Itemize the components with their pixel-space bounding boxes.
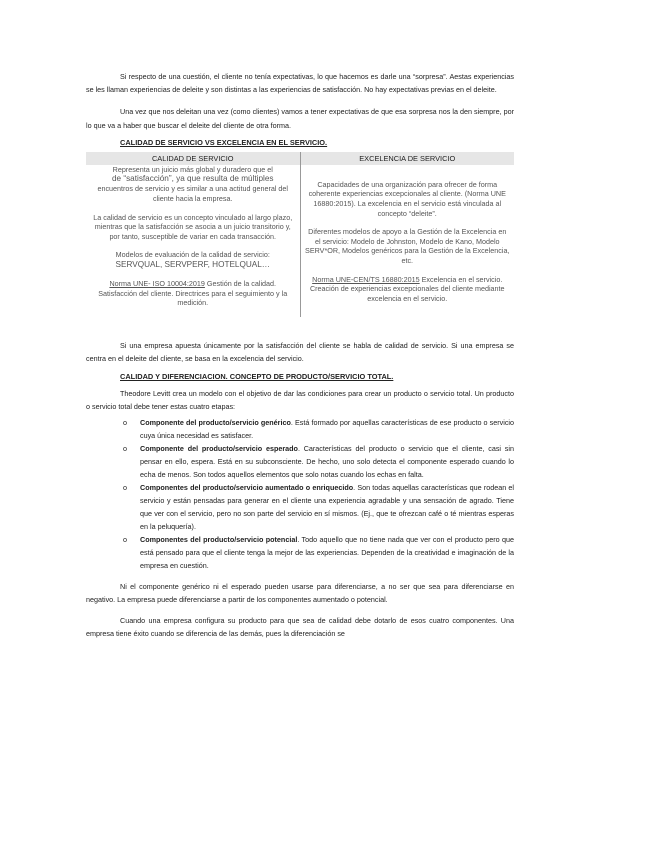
calidad-modelos-line1: Modelos de evaluación de la calidad de servicio: — [115, 250, 270, 260]
calidad-block-norma — [90, 279, 296, 308]
paragraph-expectativas: Una vez que nos deleitan una vez (como clientes) vamos a tener expectativas de que esa sorpresa nos la den siempre, por lo que va a haber que buscar el deleite del cliente de otra forma. — [86, 107, 514, 130]
component-list — [86, 416, 514, 572]
bullet-text: . Características del producto o servicio que el cliente, casi sin pensar en ello, espera. Está en su subconsciente. De hecho, uno solo detecta el componente esperado cuando lo echa de menos. Son todos aquellos elementos que solo notas cuando los echas en falta. — [140, 443, 514, 479]
excelencia-block-capacidades: Capacidades de una organización para ofrecer de forma coherente experiencias excepcionales al cliente. (Norma UNE 16880:2015). La excelencia en el servicio está vinculada al concepto “deleite”. — [308, 179, 506, 218]
excelencia-norma-text: Excelencia en el servicio. Creación de experiencias excepcionales del cliente mediante excelencia en el servicio. — [309, 274, 505, 303]
bullet-text: . Está formado por aquellas características de ese producto o servicio cuya única necesidad es satisfacer. — [140, 417, 515, 440]
bullet-mark: o — [123, 534, 127, 544]
paragraph-sorpresa: Si respecto de una cuestión, el cliente no tenía expectativas, lo que hacemos es darle una “sorpresa”. Aestas experiencias se les llaman experiencias de deleite y son distintas a las experiencias de satisfacción. No hay expectativas previas en el deleite. — [86, 72, 514, 95]
table-header-excelencia: EXCELENCIA DE SERVICIO — [300, 152, 514, 165]
comparison-table — [86, 152, 514, 317]
excelencia-block-modelos: Diferentes modelos de apoyo a la Gestión de la Excelencia en el servicio: Modelo de Johnston, Modelo de Kano, Modelo SERV*OR, Modelos genéricos para la Gestión de la Excelencia, etc. — [305, 227, 510, 265]
paragraph-levitt: Theodore Levitt crea un modelo con el objetivo de dar las condiciones para crear un producto o servicio total. Un producto o servicio total debe tener estas cuatro etapas: — [86, 389, 514, 412]
calidad-juicio-line2: de “satisfacción”, ya que resulta de múltiples — [111, 174, 274, 184]
bullet-mark: o — [123, 417, 127, 427]
document-body — [86, 70, 514, 640]
calidad-juicio-line1: Representa un juicio más global y duradero que el — [112, 164, 273, 174]
norma-iso-link[interactable]: Norma UNE- ISO 10004:2019 — [109, 278, 205, 288]
bullet-title: Componente del producto/servicio esperado — [140, 443, 298, 453]
calidad-norma-text: Gestión de la calidad. Satisfacción del cliente. Directrices para el seguimiento y la medición. — [98, 278, 288, 308]
table-header-calidad: CALIDAD DE SERVICIO — [86, 152, 300, 165]
calidad-juicio-rest: encuentros de servicio y es similar a una actitud general del cliente hacia la empresa. — [97, 184, 289, 203]
calidad-modelos-line2: SERVQUAL, SERVPERF, HOTELQUAL… — [115, 259, 270, 269]
bullet-title: Componente del producto/servicio genérico — [140, 417, 291, 427]
list-item — [123, 442, 514, 481]
paragraph-generico-esperado: Ni el componente genérico ni el esperado pueden usarse para diferenciarse, a no ser que sea para diferenciarse en negativo. La empresa puede diferenciarse a partir de los componentes aumentado o potencial. — [86, 581, 514, 604]
paragraph-satisfaccion-deleite: Si una empresa apuesta únicamente por la satisfacción del cliente se habla de calidad de servicio. Si una empresa se centra en el deleite del cliente, se basa en la excelencia del servicio. — [86, 340, 514, 363]
list-item — [123, 416, 515, 442]
list-item — [123, 533, 514, 572]
bullet-mark: o — [123, 482, 127, 492]
bullet-mark: o — [123, 443, 127, 453]
calidad-block-largo-plazo: La calidad de servicio es un concepto vinculado al largo plazo, mientras que la satisfacción se asocia a un juicio transitorio y, por tanto, susceptible de variar en cada transacción. — [93, 212, 293, 241]
calidad-block-modelos — [90, 250, 296, 270]
table-col-calidad — [86, 165, 300, 317]
bullet-text: . Todo aquello que no tiene nada que ver con el producto pero que está pensado para que el cliente tenga la mejor de las experiencias. Dependen de la creatividad e imaginación de la empresa en cuestión. — [140, 534, 514, 570]
heading-calidad-vs-excelencia: CALIDAD DE SERVICIO VS EXCELENCIA EN EL SERVICIO. — [120, 137, 328, 147]
bullet-title: Componentes del producto/servicio potencial — [140, 534, 298, 544]
list-item — [123, 481, 514, 533]
heading-calidad-diferenciacion: CALIDAD Y DIFERENCIACION. CONCEPTO DE PRODUCTO/SERVICIO TOTAL. — [120, 372, 394, 382]
paragraph-configura-producto: Cuando una empresa configura su producto para que sea de calidad debe dotarlo de esos cuatro componentes. Una empresa tiene éxito cuando se diferencia de las demás, pues la diferenciación se — [86, 615, 514, 639]
calidad-block-juicio — [90, 165, 296, 204]
bullet-text: . Son todas aquellas características que rodean el servicio y están pensadas para generar en el cliente una experiencia agradable y una sensación de agrado. Tiene que ver con el servicio, pero no son parte del servicio en sí mismos. (Ej., que te ofrezcan café o té mientras esperas en la peluquería). — [140, 482, 514, 531]
table-col-excelencia — [300, 165, 514, 317]
bullet-title: Componentes del producto/servicio aumentado o enriquecido — [140, 482, 354, 492]
excelencia-block-norma — [305, 275, 511, 304]
norma-cen-link[interactable]: Norma UNE-CEN/TS 16880:2015 — [312, 274, 420, 284]
